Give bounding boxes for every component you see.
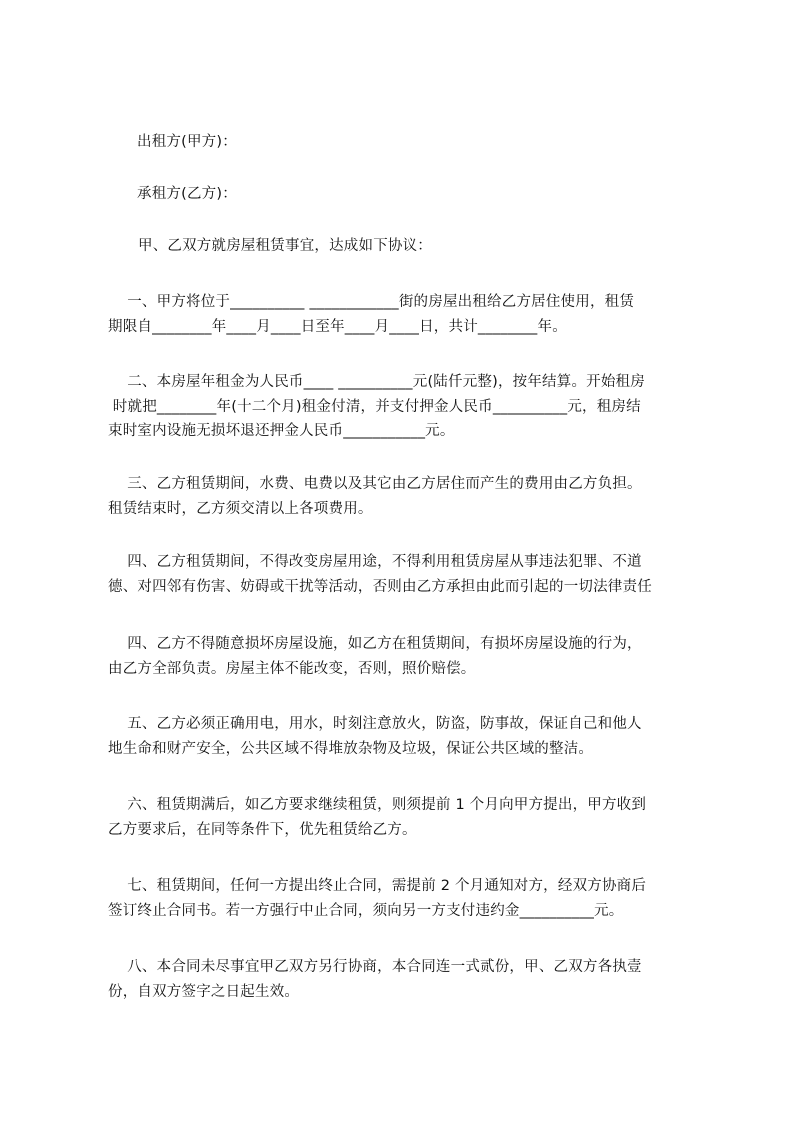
lessee-label <box>137 182 729 207</box>
text-line: 束时室内设施无损坏退还押金人民币___________元。 <box>108 423 455 439</box>
text-line: 时就把________年(十二个月)租金付清，并支付押金人民币__________元，租房结 <box>108 398 641 415</box>
text-line: 德、对四邻有伤害、妨碍或干扰等活动，否则由乙方承担由此而引起的一切法律责任 <box>108 578 652 595</box>
clause-1 <box>108 290 700 339</box>
text-line: 租赁结束时，乙方须交清以上各项费用。 <box>108 500 373 517</box>
text-line: 乙方要求后，在同等条件下，优先租赁给乙方。 <box>108 821 417 838</box>
text-line: 八、本合同未尽事宜甲乙双方另行协商，本合同连一式贰份，甲、乙双方各执壹 <box>108 959 642 975</box>
clause-6 <box>108 793 700 842</box>
text-line: 五、乙方必须正确用电，用水，时刻注意放火，防盗，防事故，保证自己和他人 <box>108 716 642 732</box>
text-line: 期限自________年____月____日至年____月____日，共计________年。 <box>108 318 567 335</box>
text-line: 由乙方全部负责。房屋主体不能改变，否则，照价赔偿。 <box>108 660 476 677</box>
text-line: 二、本房屋年租金为人民币____ __________元(陆仟元整)，按年结算。开始租房 <box>108 374 645 390</box>
text-line: 四、乙方不得随意损坏房屋设施，如乙方在租赁期间，有损坏房屋设施的行为， <box>108 636 642 652</box>
text-line: 甲、乙双方就房屋租赁事宜，达成如下协议： <box>138 238 432 254</box>
clause-4a <box>108 550 700 599</box>
clause-2 <box>108 370 700 444</box>
text-line: 承租方(乙方)： <box>137 186 237 202</box>
text-line: 地生命和财产安全，公共区域不得堆放杂物及垃圾，保证公共区域的整洁。 <box>108 740 594 757</box>
clause-5 <box>108 712 700 761</box>
text-line: 份，自双方签字之日起生效。 <box>108 983 300 1000</box>
text-line: 六、租赁期满后，如乙方要求继续租赁，则须提前 1 个月向甲方提出，甲方收到 <box>108 797 647 813</box>
text-line: 七、租赁期间，任何一方提出终止合同，需提前 2 个月通知对方，经双方协商后 <box>108 878 647 894</box>
clause-4b <box>108 632 700 681</box>
text-line: 签订终止合同书。若一方强行中止合同，须向另一方支付违约金__________元。 <box>108 902 624 919</box>
text-line: 四、乙方租赁期间，不得改变房屋用途，不得利用租赁房屋从事违法犯罪、不道 <box>108 554 642 570</box>
text-line: 一、甲方将位于__________ ____________街的房屋出租给乙方居住使用，租赁 <box>108 294 635 310</box>
text-line: 出租方(甲方)： <box>137 134 237 150</box>
clause-3 <box>108 472 700 521</box>
text-line: 三、乙方租赁期间，水费、电费以及其它由乙方居住而产生的费用由乙方负担。 <box>108 476 642 492</box>
clause-8 <box>108 955 700 1004</box>
intro-paragraph <box>108 234 700 259</box>
lessor-label <box>137 130 729 155</box>
clause-7 <box>108 874 700 923</box>
